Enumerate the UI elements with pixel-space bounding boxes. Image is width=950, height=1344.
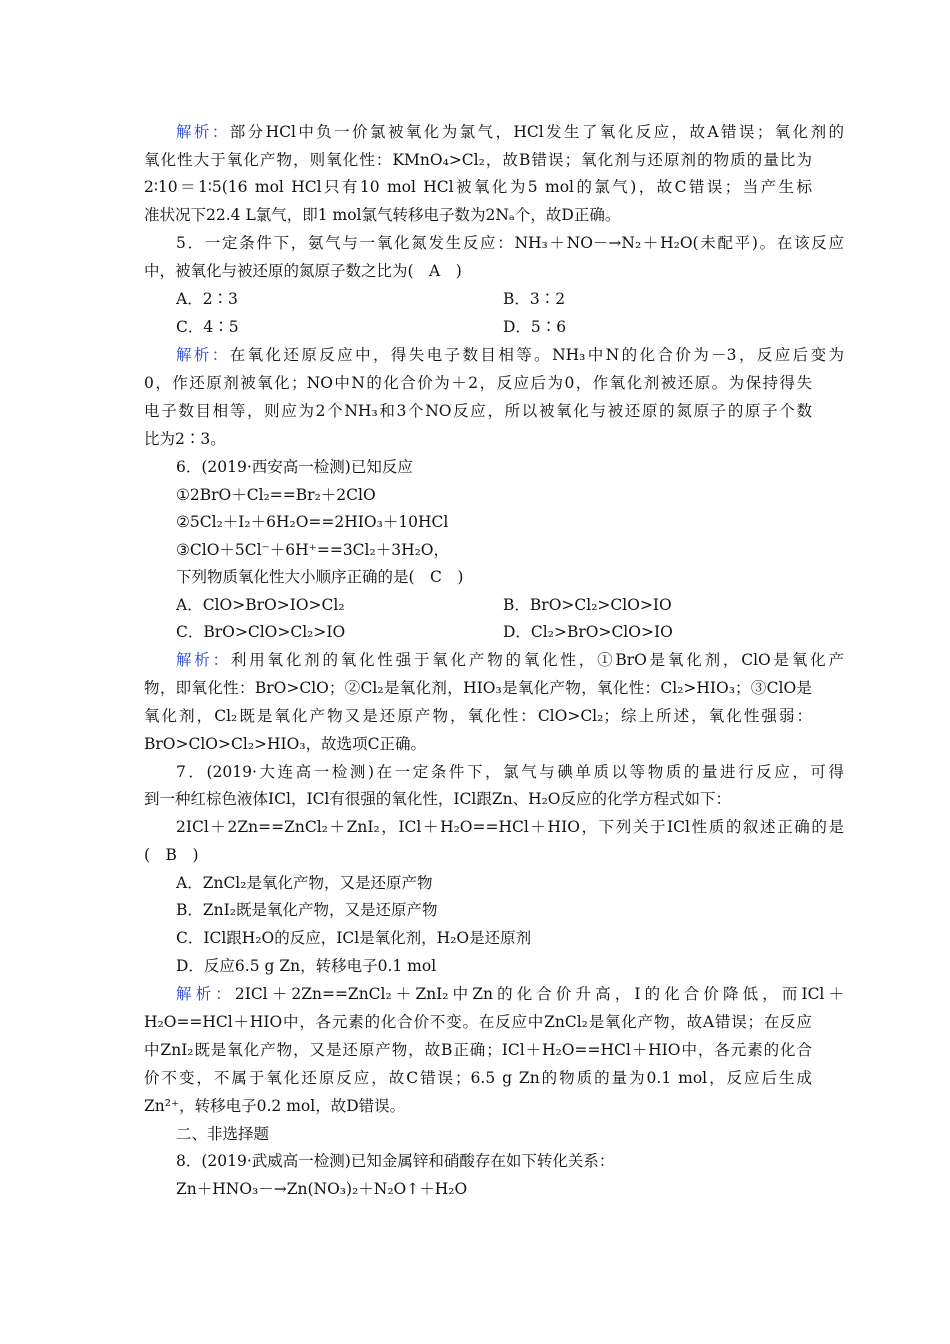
q6-reaction-1: ①2BrO＋Cl₂==Br₂＋2ClO bbox=[176, 486, 376, 504]
q6-reaction-3: ③ClO＋5Cl⁻＋6H⁺==3Cl₂＋3H₂O， bbox=[176, 541, 450, 559]
q6-stem-question: 下列物质氧化性大小顺序正确的是( C ) bbox=[176, 568, 464, 586]
q7-analysis-line-2: H₂O==HCl＋HIO中，各元素的化合价不变。在反应中ZnCl₂是氧化产物，故A错误；在反应 bbox=[144, 1013, 812, 1031]
q7-option-d: D．反应6.5 g Zn，转移电子0.1 mol bbox=[176, 957, 437, 975]
q5-analysis-line-2: 0，作还原剂被氧化；NO中N的化合价为＋2，反应后为0，作氧化剂被还原。为保持得失 bbox=[144, 374, 812, 392]
q7-stem-line-2: 到一种红棕色液体ICl，ICl有很强的氧化性，ICl跟Zn、H₂O反应的化学方程式如下： bbox=[144, 790, 732, 808]
q7-stem-line-3: 2ICl＋2Zn==ZnCl₂＋ZnI₂，ICl＋H₂O==HCl＋HIO，下列关于ICl性质的叙述正确的是 bbox=[176, 818, 844, 836]
q8-stem-line-1: 8．(2019·武威高一检测)已知金属锌和硝酸存在如下转化关系： bbox=[176, 1152, 615, 1170]
q5-stem-line-2: 中，被氧化与被还原的氮原子数之比为( A ) bbox=[144, 262, 462, 280]
analysis-label: 解析： bbox=[176, 123, 230, 141]
q4-analysis-line-1: 解析：部分HCl中负一价氯被氧化为氯气，HCl发生了氧化反应，故A错误；氧化剂的 bbox=[176, 123, 844, 141]
q8-equation: Zn＋HNO₃－→Zn(NO₃)₂＋N₂O↑＋H₂O bbox=[176, 1180, 468, 1198]
q7-analysis-line-5: Zn²⁺，转移电子0.2 mol，故D错误。 bbox=[144, 1097, 406, 1115]
q7-analysis-line-3: 中ZnI₂既是氧化产物，又是还原产物，故B正确；ICl＋H₂O==HCl＋HIO中，各元素的化合 bbox=[144, 1041, 812, 1059]
q4-analysis-line-3: 2∶10＝1∶5(16 mol HCl只有10 mol HCl被氧化为5 mol的氯气)，故C错误；当产生标 bbox=[144, 178, 812, 196]
q6-option-b: B．BrO>Cl₂>ClO>IO bbox=[503, 596, 672, 614]
analysis-label: 解析： bbox=[176, 985, 235, 1003]
q5-stem-line-1: 5．一定条件下，氨气与一氧化氮发生反应：NH₃＋NO－→N₂＋H₂O(未配平)。在该反应 bbox=[176, 234, 844, 252]
q6-analysis-line-4: BrO>ClO>Cl₂>HIO₃，故选项C正确。 bbox=[144, 735, 426, 753]
q7-stem-line-1: 7．(2019·大连高一检测)在一定条件下，氯气与碘单质以等物质的量进行反应，可得 bbox=[176, 763, 844, 781]
q5-analysis-line-3: 电子数目相等，则应为2个NH₃和3个NO反应，所以被氧化与被还原的氮原子的原子个数 bbox=[144, 402, 812, 420]
section-heading: 二、非选择题 bbox=[176, 1125, 270, 1143]
q4-analysis-line-2: 氧化性大于氧化产物，则氧化性：KMnO₄>Cl₂，故B错误；氧化剂与还原剂的物质的量比为 bbox=[144, 151, 812, 169]
q5-option-d: D．5∶6 bbox=[503, 318, 567, 336]
q5-analysis-line-4: 比为2∶3。 bbox=[144, 430, 226, 448]
q6-stem-line-1: 6．(2019·西安高一检测)已知反应 bbox=[176, 458, 413, 476]
analysis-label: 解析： bbox=[176, 346, 230, 364]
q6-analysis-line-2: 物，即氧化性：BrO>ClO；②Cl₂是氧化剂，HIO₃是氧化产物，氧化性：Cl₂>HIO₃；③ClO是 bbox=[144, 679, 812, 697]
q4-analysis-line-4: 准状况下22.4 L氯气，即1 mol氯气转移电子数为2Nₐ个，故D正确。 bbox=[144, 206, 621, 224]
q7-option-a: A．ZnCl₂是氧化产物，又是还原产物 bbox=[176, 874, 433, 892]
q5-option-a: A．2∶3 bbox=[176, 290, 238, 308]
q5-analysis-line-1: 解析：在氧化还原反应中，得失电子数目相等。NH₃中N的化合价为－3，反应后变为 bbox=[176, 346, 844, 364]
q7-analysis-line-4: 价不变，不属于氧化还原反应，故C错误；6.5 g Zn的物质的量为0.1 mol，反应后生成 bbox=[144, 1069, 812, 1087]
q6-analysis-line-1: 解析：利用氧化剂的氧化性强于氧化产物的氧化性，①BrO是氧化剂，ClO是氧化产 bbox=[176, 651, 844, 669]
q5-option-c: C．4∶5 bbox=[176, 318, 239, 336]
q5-option-b: B．3∶2 bbox=[503, 290, 566, 308]
q7-stem-line-4: ( B ) bbox=[144, 846, 199, 864]
q6-option-c: C．BrO>ClO>Cl₂>IO bbox=[176, 623, 346, 641]
q6-option-a: A．ClO>BrO>IO>Cl₂ bbox=[176, 596, 345, 614]
q7-option-c: C．ICl跟H₂O的反应，ICl是氧化剂，H₂O是还原剂 bbox=[176, 929, 532, 947]
q6-reaction-2: ②5Cl₂＋I₂＋6H₂O==2HIO₃＋10HCl bbox=[176, 513, 449, 531]
q6-analysis-line-3: 氧化剂，Cl₂既是氧化产物又是还原产物，氧化性：ClO>Cl₂；综上所述，氧化性强弱： bbox=[144, 707, 812, 725]
q7-analysis-line-1: 解析：2ICl＋2Zn==ZnCl₂＋ZnI₂中Zn的化合价升高，I的化合价降低，而ICl＋ bbox=[176, 985, 844, 1003]
analysis-label: 解析： bbox=[176, 651, 231, 669]
q7-option-b: B．ZnI₂既是氧化产物，又是还原产物 bbox=[176, 901, 438, 919]
q6-option-d: D．Cl₂>BrO>ClO>IO bbox=[503, 623, 673, 641]
